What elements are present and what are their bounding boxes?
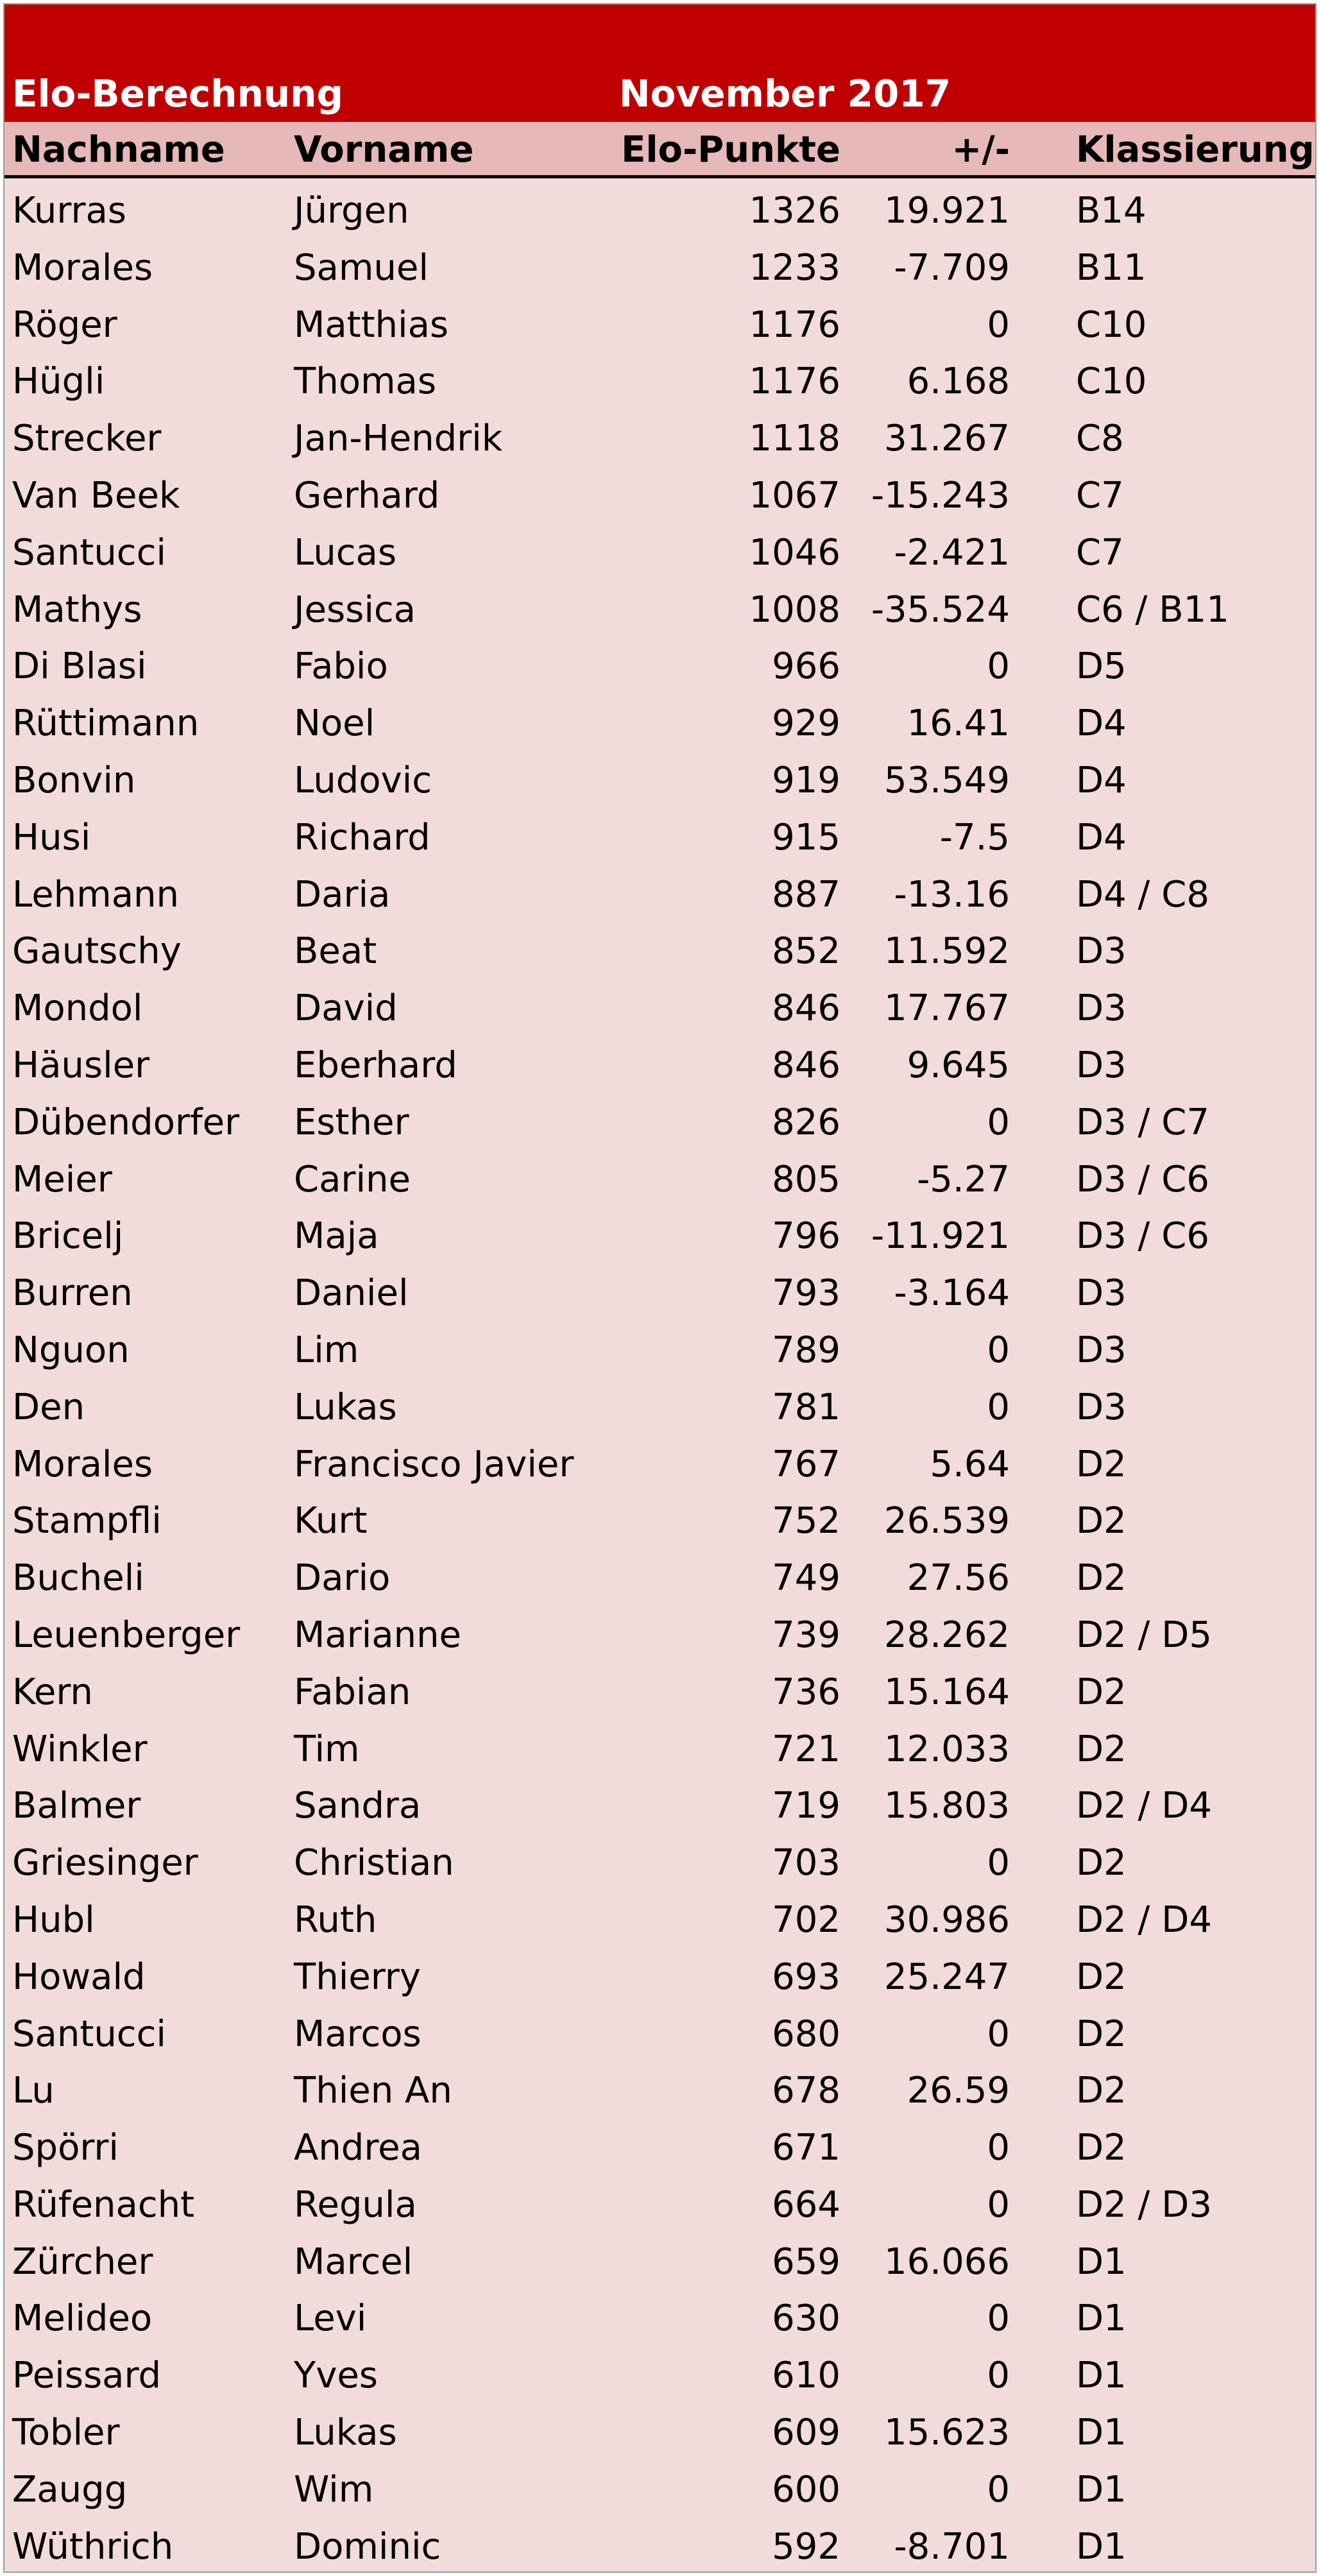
- cell-diff: 16.41: [907, 703, 1010, 745]
- cell-klassierung: C7: [1076, 474, 1124, 516]
- cell-klassierung: D3: [1076, 1386, 1127, 1428]
- table-row: [4, 1095, 1315, 1152]
- cell-diff: 0: [987, 645, 1010, 688]
- cell-klassierung: D2 / D3: [1076, 2183, 1212, 2226]
- cell-vorname: Lukas: [294, 2412, 397, 2454]
- cell-elo-punkte: 659: [772, 2240, 840, 2283]
- cell-vorname: Francisco Javier: [294, 1443, 574, 1485]
- cell-nachname: Santucci: [12, 531, 166, 574]
- table-row: [4, 1608, 1315, 1665]
- cell-klassierung: D1: [1076, 2298, 1127, 2340]
- cell-elo-punkte: 703: [772, 1842, 840, 1884]
- cell-diff: 0: [987, 1386, 1010, 1428]
- cell-vorname: Marcel: [294, 2240, 413, 2283]
- cell-klassierung: D2: [1076, 1500, 1127, 1542]
- table-row: [4, 1266, 1315, 1323]
- cell-nachname: Kern: [12, 1671, 93, 1713]
- cell-elo-punkte: 767: [772, 1443, 840, 1485]
- cell-klassierung: D2: [1076, 1956, 1127, 1998]
- table-row: [4, 2235, 1315, 2292]
- header-klassierung: Klassierung: [1076, 129, 1315, 171]
- title-bar: [4, 4, 1315, 122]
- table-row: [4, 411, 1315, 468]
- cell-nachname: Peissard: [12, 2355, 162, 2397]
- cell-nachname: Spörri: [12, 2127, 119, 2169]
- table-row: [4, 696, 1315, 753]
- cell-klassierung: B14: [1076, 190, 1146, 232]
- cell-vorname: Maja: [294, 1215, 379, 1258]
- cell-diff: 6.168: [907, 361, 1010, 403]
- cell-klassierung: C10: [1076, 361, 1147, 403]
- table-row: [4, 2120, 1315, 2178]
- cell-klassierung: B11: [1076, 246, 1146, 289]
- cell-vorname: Jan-Hendrik: [294, 418, 503, 460]
- table-row: [4, 753, 1315, 810]
- cell-vorname: Daria: [294, 873, 391, 916]
- cell-diff: 26.539: [884, 1500, 1010, 1542]
- cell-klassierung: D4 / C8: [1076, 873, 1209, 916]
- cell-elo-punkte: 678: [772, 2070, 840, 2112]
- cell-diff: 15.803: [884, 1785, 1010, 1827]
- table-row: [4, 468, 1315, 525]
- cell-klassierung: C6 / B11: [1076, 588, 1229, 631]
- cell-elo-punkte: 887: [772, 873, 840, 916]
- cell-klassierung: D1: [1076, 2468, 1127, 2511]
- cell-diff: 0: [987, 2013, 1010, 2055]
- cell-nachname: Hubl: [12, 1898, 95, 1941]
- table-row: [4, 1437, 1315, 1494]
- cell-elo-punkte: 736: [772, 1671, 840, 1713]
- cell-elo-punkte: 600: [772, 2468, 840, 2511]
- cell-klassierung: D4: [1076, 759, 1127, 801]
- cell-elo-punkte: 1008: [749, 588, 840, 631]
- table-body: [4, 183, 1315, 2573]
- cell-klassierung: D3: [1076, 1272, 1127, 1315]
- cell-nachname: Lehmann: [12, 873, 180, 916]
- header-elo-punkte: Elo-Punkte: [621, 129, 840, 171]
- cell-vorname: Christian: [294, 1842, 454, 1884]
- cell-klassierung: D1: [1076, 2412, 1127, 2454]
- cell-klassierung: D2 / D4: [1076, 1898, 1212, 1941]
- cell-elo-punkte: 915: [772, 816, 840, 858]
- cell-vorname: Lim: [294, 1329, 359, 1371]
- cell-klassierung: D4: [1076, 703, 1127, 745]
- cell-elo-punkte: 680: [772, 2013, 840, 2055]
- table-row: [4, 1038, 1315, 1095]
- cell-vorname: Carine: [294, 1158, 411, 1200]
- cell-diff: -7.5: [939, 816, 1010, 858]
- table-row: [4, 1494, 1315, 1551]
- cell-vorname: Tim: [294, 1728, 360, 1770]
- cell-diff: 12.033: [884, 1728, 1010, 1770]
- cell-klassierung: D1: [1076, 2355, 1127, 2397]
- table-row: [4, 2520, 1315, 2573]
- cell-nachname: Lu: [12, 2070, 55, 2112]
- cell-vorname: Wim: [294, 2468, 374, 2511]
- cell-nachname: Dübendorfer: [12, 1101, 240, 1143]
- table-row: [4, 639, 1315, 696]
- cell-vorname: Marcos: [294, 2013, 422, 2055]
- cell-diff: -7.709: [894, 246, 1010, 289]
- elo-table: [3, 3, 1317, 2573]
- cell-elo-punkte: 719: [772, 1785, 840, 1827]
- table-row: [4, 1893, 1315, 1950]
- cell-diff: 0: [987, 1842, 1010, 1884]
- cell-vorname: Lukas: [294, 1386, 397, 1428]
- table-row: [4, 2291, 1315, 2348]
- cell-vorname: Thomas: [294, 361, 437, 403]
- cell-nachname: Häusler: [12, 1044, 150, 1086]
- cell-vorname: Levi: [294, 2298, 367, 2340]
- cell-nachname: Den: [12, 1386, 85, 1428]
- cell-vorname: Noel: [294, 703, 375, 745]
- cell-diff: -3.164: [894, 1272, 1010, 1315]
- cell-vorname: Yves: [294, 2355, 378, 2397]
- cell-klassierung: D2: [1076, 2070, 1127, 2112]
- cell-diff: 0: [987, 1329, 1010, 1371]
- cell-nachname: Morales: [12, 1443, 153, 1485]
- cell-nachname: Gautschy: [12, 930, 182, 973]
- cell-vorname: Thierry: [294, 1956, 421, 1998]
- cell-elo-punkte: 781: [772, 1386, 840, 1428]
- cell-vorname: David: [294, 987, 398, 1030]
- cell-nachname: Strecker: [12, 418, 162, 460]
- cell-nachname: Kurras: [12, 190, 126, 232]
- cell-diff: 0: [987, 2298, 1010, 2340]
- cell-nachname: Mondol: [12, 987, 143, 1030]
- table-row: [4, 241, 1315, 298]
- cell-diff: 30.986: [884, 1898, 1010, 1941]
- table-row: [4, 2462, 1315, 2520]
- cell-nachname: Mathys: [12, 588, 142, 631]
- cell-nachname: Hügli: [12, 361, 105, 403]
- cell-vorname: Jürgen: [294, 190, 409, 232]
- cell-elo-punkte: 693: [772, 1956, 840, 1998]
- cell-elo-punkte: 1176: [749, 303, 840, 346]
- cell-diff: 0: [987, 303, 1010, 346]
- table-row: [4, 924, 1315, 981]
- cell-elo-punkte: 610: [772, 2355, 840, 2397]
- cell-diff: 15.164: [884, 1671, 1010, 1713]
- header-vorname: Vorname: [294, 129, 474, 171]
- cell-diff: -2.421: [894, 531, 1010, 574]
- cell-klassierung: D2: [1076, 1443, 1127, 1485]
- cell-elo-punkte: 752: [772, 1500, 840, 1542]
- cell-diff: -5.27: [917, 1158, 1010, 1200]
- cell-vorname: Ruth: [294, 1898, 377, 1941]
- table-row: [4, 583, 1315, 640]
- cell-klassierung: D2: [1076, 1671, 1127, 1713]
- cell-vorname: Fabian: [294, 1671, 411, 1713]
- cell-nachname: Wüthrich: [12, 2525, 174, 2568]
- table-row: [4, 1665, 1315, 1722]
- cell-diff: 53.549: [884, 759, 1010, 801]
- cell-klassierung: D2: [1076, 2127, 1127, 2169]
- cell-diff: 11.592: [884, 930, 1010, 973]
- cell-vorname: Jessica: [294, 588, 416, 631]
- cell-elo-punkte: 789: [772, 1329, 840, 1371]
- table-row: [4, 1209, 1315, 1266]
- table-row: [4, 1722, 1315, 1779]
- cell-diff: 26.59: [907, 2070, 1010, 2112]
- cell-diff: -8.701: [894, 2525, 1010, 2568]
- table-row: [4, 183, 1315, 241]
- cell-klassierung: D1: [1076, 2240, 1127, 2283]
- table-row: [4, 525, 1315, 583]
- cell-vorname: Eberhard: [294, 1044, 457, 1086]
- cell-klassierung: D2: [1076, 2013, 1127, 2055]
- cell-vorname: Kurt: [294, 1500, 368, 1542]
- cell-elo-punkte: 592: [772, 2525, 840, 2568]
- cell-vorname: Lucas: [294, 531, 396, 574]
- cell-diff: 19.921: [884, 190, 1010, 232]
- cell-diff: 5.64: [930, 1443, 1010, 1485]
- cell-elo-punkte: 1118: [749, 418, 840, 460]
- cell-elo-punkte: 846: [772, 987, 840, 1030]
- cell-diff: 31.267: [884, 418, 1010, 460]
- table-row: [4, 1778, 1315, 1836]
- cell-klassierung: D3: [1076, 1329, 1127, 1371]
- cell-diff: 0: [987, 2355, 1010, 2397]
- cell-elo-punkte: 1176: [749, 361, 840, 403]
- cell-diff: -35.524: [871, 588, 1010, 631]
- cell-elo-punkte: 1046: [749, 531, 840, 574]
- cell-diff: 0: [987, 2468, 1010, 2511]
- cell-elo-punkte: 1233: [749, 246, 840, 289]
- cell-elo-punkte: 749: [772, 1557, 840, 1599]
- table-row: [4, 1152, 1315, 1209]
- cell-vorname: Marianne: [294, 1614, 461, 1656]
- table-row: [4, 2348, 1315, 2405]
- cell-vorname: Beat: [294, 930, 377, 973]
- table-row: [4, 2178, 1315, 2235]
- cell-elo-punkte: 846: [772, 1044, 840, 1086]
- cell-nachname: Santucci: [12, 2013, 166, 2055]
- header-diff: +/-: [951, 129, 1010, 171]
- cell-elo-punkte: 702: [772, 1898, 840, 1941]
- cell-diff: 0: [987, 1101, 1010, 1143]
- cell-nachname: Zürcher: [12, 2240, 153, 2283]
- cell-klassierung: D2: [1076, 1728, 1127, 1770]
- cell-nachname: Griesinger: [12, 1842, 198, 1884]
- cell-klassierung: D3: [1076, 930, 1127, 973]
- cell-diff: 16.066: [884, 2240, 1010, 2283]
- cell-vorname: Matthias: [294, 303, 449, 346]
- cell-vorname: Esther: [294, 1101, 409, 1143]
- cell-nachname: Howald: [12, 1956, 146, 1998]
- cell-klassierung: C10: [1076, 303, 1147, 346]
- table-row: [4, 1323, 1315, 1380]
- table-row: [4, 354, 1315, 411]
- table-row: [4, 810, 1315, 867]
- table-row: [4, 1380, 1315, 1437]
- cell-nachname: Bonvin: [12, 759, 136, 801]
- cell-klassierung: D3 / C6: [1076, 1215, 1209, 1258]
- cell-diff: 27.56: [907, 1557, 1010, 1599]
- cell-klassierung: D1: [1076, 2525, 1127, 2568]
- cell-elo-punkte: 805: [772, 1158, 840, 1200]
- cell-elo-punkte: 671: [772, 2127, 840, 2169]
- cell-klassierung: D5: [1076, 645, 1127, 688]
- header-nachname: Nachname: [12, 129, 225, 171]
- cell-vorname: Regula: [294, 2183, 417, 2226]
- cell-elo-punkte: 664: [772, 2183, 840, 2226]
- cell-vorname: Dominic: [294, 2525, 441, 2568]
- cell-elo-punkte: 630: [772, 2298, 840, 2340]
- cell-nachname: Röger: [12, 303, 117, 346]
- cell-elo-punkte: 793: [772, 1272, 840, 1315]
- cell-klassierung: C8: [1076, 418, 1124, 460]
- table-header: [4, 122, 1315, 178]
- cell-diff: 17.767: [884, 987, 1010, 1030]
- cell-nachname: Burren: [12, 1272, 133, 1315]
- cell-vorname: Dario: [294, 1557, 391, 1599]
- cell-nachname: Bucheli: [12, 1557, 144, 1599]
- cell-nachname: Rüfenacht: [12, 2183, 195, 2226]
- cell-diff: -15.243: [871, 474, 1010, 516]
- cell-vorname: Sandra: [294, 1785, 422, 1827]
- cell-vorname: Samuel: [294, 246, 429, 289]
- cell-elo-punkte: 852: [772, 930, 840, 973]
- cell-elo-punkte: 826: [772, 1101, 840, 1143]
- cell-nachname: Rüttimann: [12, 703, 200, 745]
- cell-nachname: Husi: [12, 816, 91, 858]
- cell-diff: 15.623: [884, 2412, 1010, 2454]
- cell-vorname: Daniel: [294, 1272, 409, 1315]
- cell-nachname: Meier: [12, 1158, 112, 1200]
- cell-vorname: Ludovic: [294, 759, 432, 801]
- table-row: [4, 2405, 1315, 2462]
- cell-klassierung: D3: [1076, 1044, 1127, 1086]
- cell-diff: -13.16: [894, 873, 1010, 916]
- cell-vorname: Gerhard: [294, 474, 440, 516]
- cell-vorname: Thien An: [294, 2070, 452, 2112]
- cell-elo-punkte: 929: [772, 703, 840, 745]
- cell-nachname: Tobler: [12, 2412, 120, 2454]
- cell-elo-punkte: 609: [772, 2412, 840, 2454]
- cell-klassierung: D3 / C6: [1076, 1158, 1209, 1200]
- cell-elo-punkte: 966: [772, 645, 840, 688]
- cell-nachname: Balmer: [12, 1785, 141, 1827]
- table-row: [4, 1950, 1315, 2007]
- cell-klassierung: D3 / C7: [1076, 1101, 1209, 1143]
- cell-nachname: Melideo: [12, 2298, 153, 2340]
- sheet-title: Elo-Berechnung: [12, 72, 343, 115]
- table-row: [4, 2063, 1315, 2120]
- cell-diff: 0: [987, 2127, 1010, 2169]
- cell-elo-punkte: 919: [772, 759, 840, 801]
- period-label: November 2017: [619, 72, 951, 115]
- cell-elo-punkte: 721: [772, 1728, 840, 1770]
- cell-klassierung: D2: [1076, 1842, 1127, 1884]
- cell-diff: 28.262: [884, 1614, 1010, 1656]
- table-row: [4, 298, 1315, 355]
- cell-elo-punkte: 1326: [749, 190, 840, 232]
- cell-nachname: Stampfli: [12, 1500, 162, 1542]
- cell-klassierung: D3: [1076, 987, 1127, 1030]
- cell-nachname: Zaugg: [12, 2468, 128, 2511]
- cell-klassierung: D2 / D4: [1076, 1785, 1212, 1827]
- cell-vorname: Andrea: [294, 2127, 422, 2169]
- cell-elo-punkte: 739: [772, 1614, 840, 1656]
- table-row: [4, 2007, 1315, 2064]
- cell-vorname: Richard: [294, 816, 430, 858]
- cell-elo-punkte: 1067: [749, 474, 840, 516]
- cell-diff: -11.921: [871, 1215, 1010, 1258]
- table-row: [4, 867, 1315, 925]
- cell-nachname: Morales: [12, 246, 153, 289]
- cell-nachname: Leuenberger: [12, 1614, 241, 1656]
- cell-klassierung: D2 / D5: [1076, 1614, 1212, 1656]
- table-row: [4, 1836, 1315, 1893]
- cell-nachname: Winkler: [12, 1728, 148, 1770]
- cell-klassierung: D4: [1076, 816, 1127, 858]
- cell-klassierung: D2: [1076, 1557, 1127, 1599]
- table-row: [4, 1551, 1315, 1608]
- cell-diff: 25.247: [884, 1956, 1010, 1998]
- cell-nachname: Nguon: [12, 1329, 130, 1371]
- cell-klassierung: C7: [1076, 531, 1124, 574]
- cell-elo-punkte: 796: [772, 1215, 840, 1258]
- cell-diff: 9.645: [907, 1044, 1010, 1086]
- cell-nachname: Di Blasi: [12, 645, 147, 688]
- cell-vorname: Fabio: [294, 645, 388, 688]
- table-row: [4, 981, 1315, 1038]
- cell-diff: 0: [987, 2183, 1010, 2226]
- cell-nachname: Van Beek: [12, 474, 180, 516]
- cell-nachname: Bricelj: [12, 1215, 124, 1258]
